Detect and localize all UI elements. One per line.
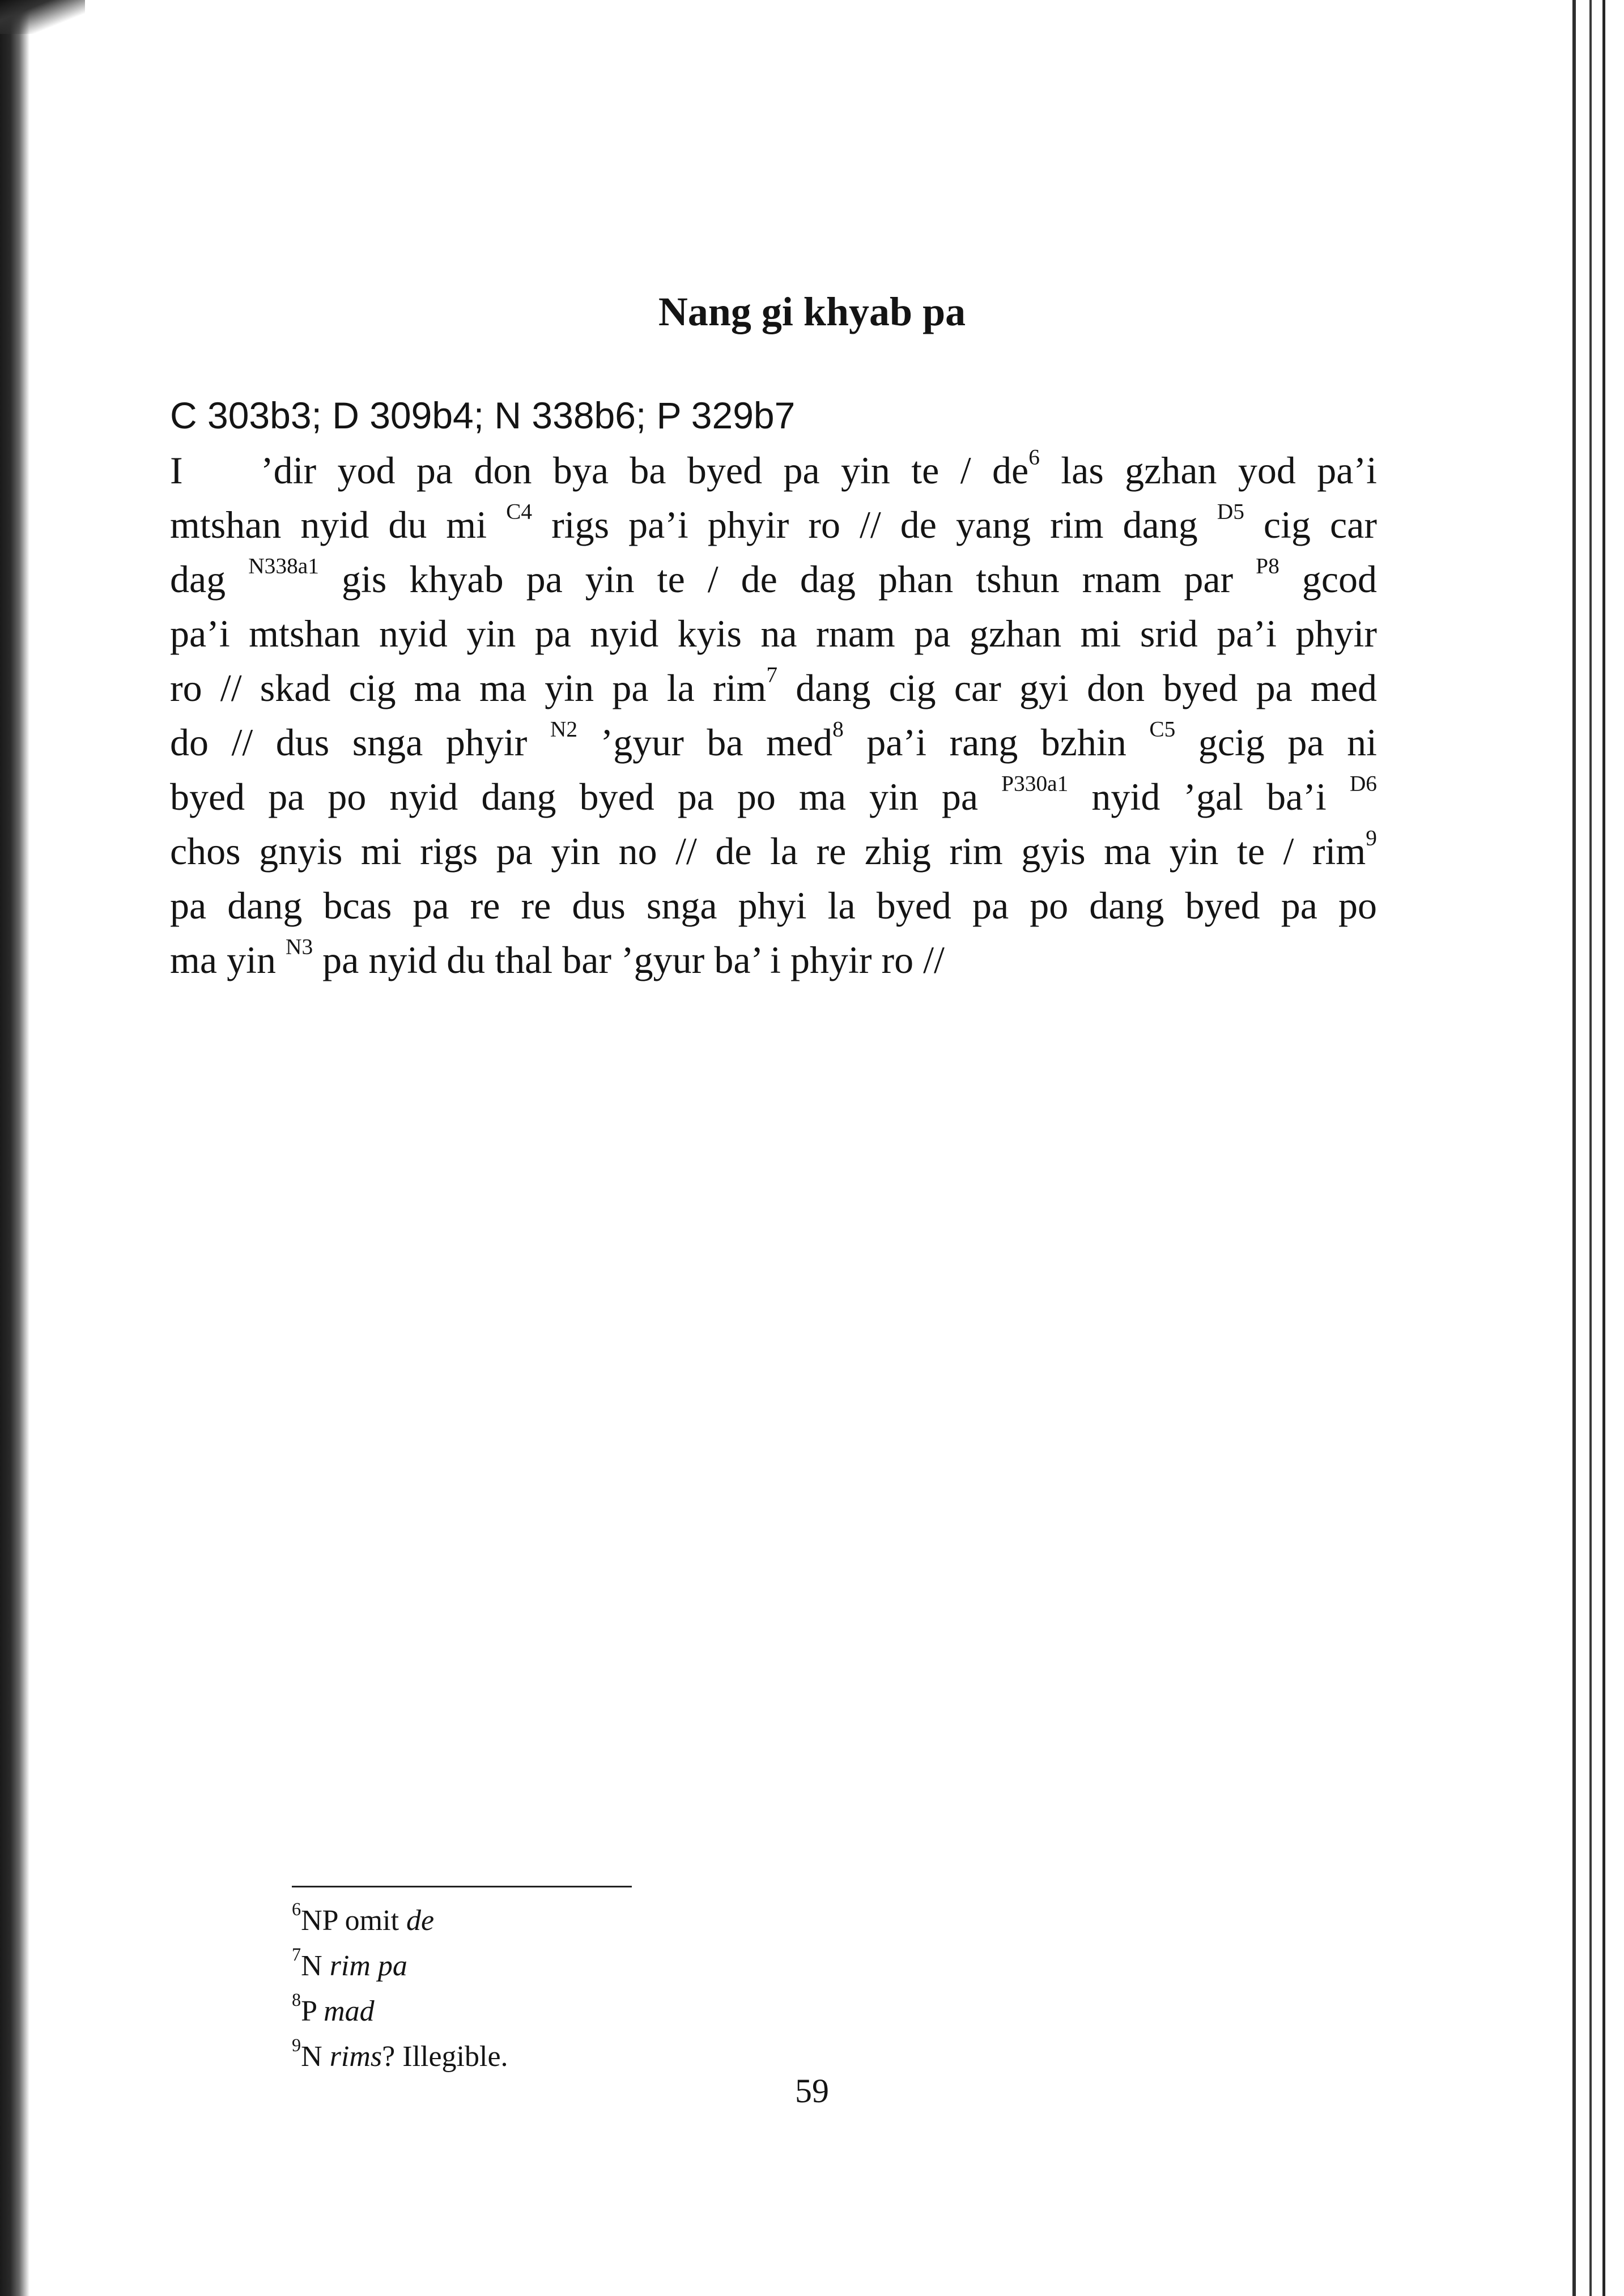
- folio-or-note-marker: N3: [285, 934, 313, 959]
- footnote: [292, 1989, 508, 2034]
- text-segment: pa nyid du thal bar ’gyur ba’ i phyir ro //: [313, 938, 945, 981]
- page-title: Nang gi khyab pa: [658, 289, 966, 334]
- footnote-marker: 7: [292, 1944, 301, 1965]
- text-segment: cig car: [1244, 503, 1377, 546]
- text-line: [170, 498, 1377, 552]
- text-segment: ro // skad cig ma ma yin pa la rim: [170, 666, 767, 709]
- text-segment: gis khyab pa yin te / de dag phan tshun rnam par: [319, 558, 1256, 601]
- folio-or-note-marker: N338a1: [248, 553, 320, 579]
- scan-edge-right: [1589, 0, 1592, 2296]
- text-line: [170, 606, 1377, 661]
- scan-edge-left: [0, 0, 29, 2296]
- footnote-note: ? Illegible.: [382, 2040, 508, 2073]
- folio-or-note-marker: 9: [1366, 825, 1377, 851]
- folio-or-note-marker: P8: [1256, 553, 1279, 579]
- page-number: 59: [795, 2072, 829, 2110]
- footnote-witness: N: [301, 2040, 330, 2073]
- folio-or-note-marker: 7: [766, 662, 778, 687]
- folio-or-note-marker: D5: [1217, 499, 1244, 524]
- footnote-witness: N: [301, 1950, 330, 1982]
- footnote-divider: [292, 1886, 632, 1887]
- paragraph-number: I: [170, 449, 183, 492]
- folio-or-note-marker: C4: [506, 499, 533, 524]
- scan-edge-corner: [0, 0, 85, 34]
- text-segment: ’dir yod pa don bya ba byed pa yin te / de: [261, 449, 1029, 492]
- footnote-marker: 9: [292, 2035, 301, 2056]
- footnote-witness: NP omit: [301, 1904, 407, 1937]
- source-references: C 303b3; D 309b4; N 338b6; P 329b7: [170, 394, 796, 436]
- text-line: [170, 878, 1377, 933]
- text-segment: gcod: [1279, 558, 1378, 601]
- text-line: [170, 661, 1377, 715]
- text-line: [170, 933, 1377, 987]
- folio-or-note-marker: 6: [1028, 444, 1040, 470]
- footnote: [292, 1944, 508, 1989]
- scan-edge-right: [1572, 0, 1576, 2296]
- text-segment: gcig pa ni: [1175, 721, 1378, 764]
- folio-or-note-marker: N2: [550, 716, 578, 742]
- text-segment: pa dang bcas pa re re dus snga phyi la byed pa po dang byed pa po: [170, 884, 1377, 927]
- text-segment: dag: [170, 558, 249, 601]
- folio-or-note-marker: P330a1: [1001, 771, 1069, 796]
- footnote-witness: P: [301, 1995, 324, 2027]
- text-line: [170, 715, 1377, 769]
- body-text: [170, 443, 1377, 987]
- text-segment: ma yin: [170, 938, 286, 981]
- footnote-reading: rim pa: [329, 1950, 407, 1982]
- text-segment: rigs pa’i phyir ro // de yang rim dang: [532, 503, 1217, 546]
- text-segment: chos gnyis mi rigs pa yin no // de la re zhig rim gyis ma yin te / rim: [170, 830, 1366, 873]
- folio-or-note-marker: C5: [1149, 716, 1176, 742]
- footnote-reading: de: [406, 1904, 435, 1937]
- text-line: [170, 769, 1377, 824]
- folio-or-note-marker: D6: [1349, 771, 1377, 796]
- text-segment: ’gyur ba med: [577, 721, 833, 764]
- footnotes: [292, 1898, 508, 2080]
- footnote-marker: 8: [292, 1989, 301, 2010]
- text-segment: nyid ’gal ba’i: [1068, 775, 1350, 818]
- footnote-reading: rims: [329, 2040, 382, 2073]
- text-line: [170, 443, 1377, 498]
- folio-or-note-marker: 8: [832, 716, 844, 742]
- scan-edge-right: [1602, 0, 1605, 2296]
- text-line: [170, 824, 1377, 878]
- text-segment: pa’i rang bzhin: [843, 721, 1150, 764]
- text-segment: byed pa po nyid dang byed pa po ma yin pa: [170, 775, 1002, 818]
- text-segment: dang cig car gyi don byed pa med: [777, 666, 1378, 709]
- text-segment: mtshan nyid du mi: [170, 503, 507, 546]
- text-line: [170, 552, 1377, 606]
- footnote: [292, 1898, 508, 1944]
- text-segment: las gzhan yod pa’i: [1039, 449, 1377, 492]
- footnote-reading: mad: [324, 1995, 375, 2027]
- text-segment: pa’i mtshan nyid yin pa nyid kyis na rnam pa gzhan mi srid pa’i phyir: [170, 612, 1377, 655]
- footnote-marker: 6: [292, 1899, 301, 1920]
- text-segment: do // dus snga phyir: [170, 721, 550, 764]
